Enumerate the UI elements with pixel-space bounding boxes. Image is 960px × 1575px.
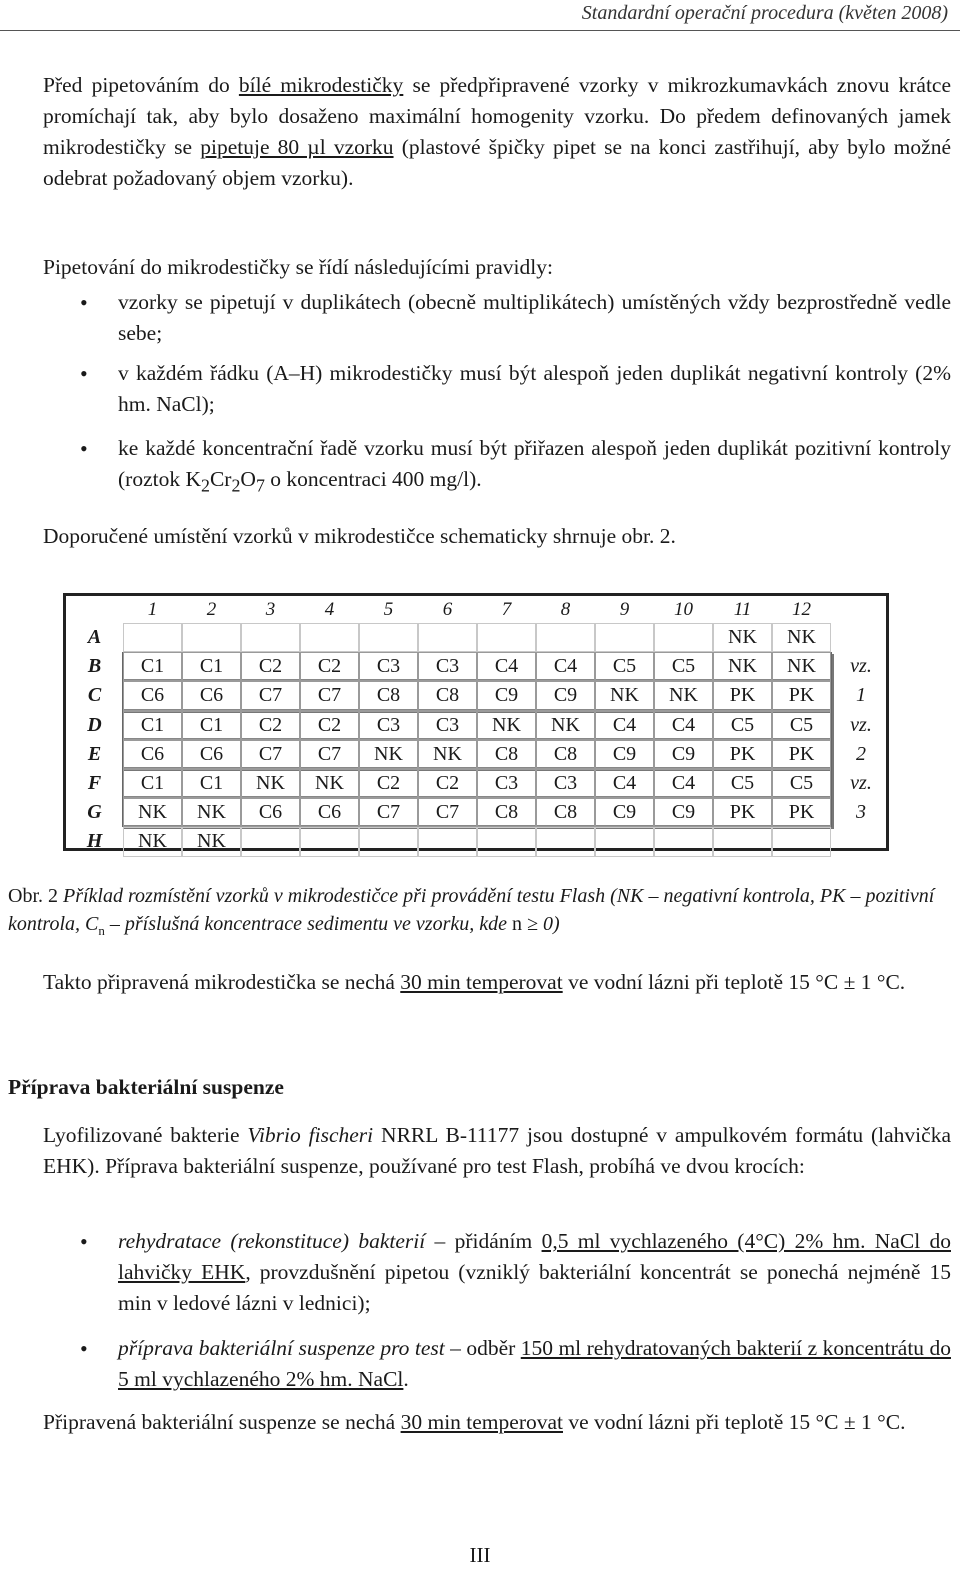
plate-well: NK <box>713 652 772 681</box>
row-header: F <box>87 772 102 795</box>
plate-well: PK <box>713 740 772 769</box>
plate-well: C6 <box>241 798 300 827</box>
intro-paragraph <box>43 70 951 194</box>
text: – přidáním <box>425 1229 542 1253</box>
bullet-icon <box>80 287 110 319</box>
rule-item <box>80 433 951 497</box>
text: – odběr <box>444 1336 521 1360</box>
bacteria-paragraph <box>43 1120 951 1182</box>
plate-well <box>477 827 536 856</box>
plate-well: C8 <box>359 681 418 710</box>
sample-label-number: 1 <box>856 684 866 707</box>
plate-well <box>300 623 359 652</box>
plate-well: C6 <box>123 681 182 710</box>
plate-well <box>241 827 300 856</box>
text: Lyofilizované bakterie <box>43 1123 248 1147</box>
bullet-icon <box>80 1333 110 1365</box>
plate-well: C9 <box>654 798 713 827</box>
plate-well: C1 <box>182 711 241 740</box>
plate-well: NK <box>182 798 241 827</box>
plate-well <box>359 623 418 652</box>
plate-well: C7 <box>300 681 359 710</box>
sample-label-number: 2 <box>856 742 866 765</box>
column-header: 10 <box>674 598 693 620</box>
subscript: n <box>98 923 105 938</box>
page-number: III <box>469 1543 491 1567</box>
text: ke každé koncentrační řadě vzorku musí být přiřazen alespoň jeden duplikát pozitivní kontroly (roztok K <box>118 436 951 491</box>
plate-well: C7 <box>418 798 477 827</box>
figure-reference: Doporučené umístění vzorků v mikrodestičce schematicky shrnuje obr. 2. <box>43 524 676 548</box>
bullet-icon <box>80 358 110 390</box>
plate-well: C1 <box>182 652 241 681</box>
plate-well: C4 <box>654 769 713 798</box>
plate-well: C2 <box>300 652 359 681</box>
plate-well: C6 <box>182 740 241 769</box>
plate-well: C8 <box>477 798 536 827</box>
row-header: C <box>87 684 102 707</box>
rule-item <box>80 358 951 422</box>
plate-well: C4 <box>477 652 536 681</box>
underlined-text: bílé mikrodestičky <box>238 73 404 97</box>
column-header: 2 <box>206 598 217 620</box>
plate-well: PK <box>772 798 831 827</box>
text: NRRL B-11177 jsou dostupné v ampulkovém formátu (lahvička EHK). Příprava bakteriální suspenze, používané pro test Flash, probíhá ve dvou krocích: <box>43 1123 951 1178</box>
header-divider <box>0 30 960 31</box>
column-header: 9 <box>619 598 630 620</box>
plate-well: C2 <box>300 711 359 740</box>
plate-well <box>595 827 654 856</box>
subscript: 2 <box>231 475 241 496</box>
plate-well: C7 <box>359 798 418 827</box>
plate-well: NK <box>182 827 241 856</box>
plate-well: NK <box>772 623 831 652</box>
plate-well: PK <box>713 798 772 827</box>
underlined-text: 30 min temperovat <box>400 1410 563 1434</box>
plate-well: NK <box>654 681 713 710</box>
plate-well: PK <box>772 740 831 769</box>
text: , provzdušnění pipetou (vzniklý bakteriální koncentrát se ponechá nejméně 15 min v ledové lázni v lednici); <box>118 1260 951 1315</box>
step-name: rehydratace (rekonstituce) bakterií <box>118 1229 426 1253</box>
plate-well: C3 <box>418 711 477 740</box>
plate-well: C5 <box>772 769 831 798</box>
plate-well: C9 <box>595 798 654 827</box>
column-header: 6 <box>442 598 453 620</box>
plate-well: C4 <box>536 652 595 681</box>
plate-well <box>300 827 359 856</box>
plate-well: C2 <box>241 652 300 681</box>
plate-well: C2 <box>241 711 300 740</box>
plate-well: C8 <box>536 798 595 827</box>
plate-well <box>477 623 536 652</box>
caption-variable: n <box>511 913 522 935</box>
row-header: A <box>87 626 102 649</box>
plate-well <box>241 623 300 652</box>
plate-well: C3 <box>536 769 595 798</box>
tempering-paragraph <box>43 967 951 998</box>
row-header: E <box>87 742 102 765</box>
text: ve vodní lázni při teplotě 15 °C ± 1 °C. <box>563 1410 906 1434</box>
column-header: 5 <box>383 598 394 620</box>
bullet-icon <box>80 433 110 465</box>
rules-intro: Pipetování do mikrodestičky se řídí následujícími pravidly: <box>43 255 553 279</box>
plate-well: NK <box>123 798 182 827</box>
step-item <box>80 1226 951 1322</box>
plate-well: C4 <box>595 769 654 798</box>
underlined-text: 150 ml rehydratovaných bakterií z koncentrátu do 5 ml vychlazeného 2% hm. NaCl <box>118 1336 951 1391</box>
step-text <box>118 1226 951 1319</box>
plate-well: PK <box>713 681 772 710</box>
caption-text: Příklad rozmístění vzorků v mikrodestičce při provádění testu Flash (NK – negativní kontrola, PK – pozitivní kontrola, C <box>8 885 935 935</box>
plate-well: NK <box>300 769 359 798</box>
plate-well: C8 <box>477 740 536 769</box>
row-header: H <box>86 830 103 853</box>
text: Cr <box>209 467 232 491</box>
bullet-icon <box>80 1226 110 1258</box>
plate-well: NK <box>713 623 772 652</box>
plate-well: C9 <box>477 681 536 710</box>
caption-text: ≥ 0) <box>521 913 560 935</box>
plate-well: C8 <box>536 740 595 769</box>
subscript: 7 <box>255 475 265 496</box>
plate-well: C4 <box>654 711 713 740</box>
text: Před pipetováním do <box>43 73 239 97</box>
plate-well: C8 <box>418 681 477 710</box>
plate-well: C9 <box>595 740 654 769</box>
plate-well: C5 <box>595 652 654 681</box>
microplate-figure <box>63 593 889 851</box>
column-header: 8 <box>560 598 571 620</box>
text: Takto připravená mikrodestička se nechá <box>43 970 401 994</box>
plate-well <box>418 623 477 652</box>
plate-well: C6 <box>300 798 359 827</box>
plate-well: NK <box>418 740 477 769</box>
row-header: D <box>87 713 102 736</box>
header-text: Standardní operační procedura (květen 2008) <box>581 2 948 24</box>
sample-label-number: 3 <box>856 801 866 824</box>
rule-text <box>118 433 951 501</box>
text: Připravená bakteriální suspenze se nechá <box>43 1410 401 1434</box>
rule-item <box>80 287 951 351</box>
plate-well: NK <box>772 652 831 681</box>
text: ve vodní lázni při teplotě 15 °C ± 1 °C. <box>562 970 906 994</box>
plate-well: C4 <box>595 711 654 740</box>
plate-well: NK <box>477 711 536 740</box>
sample-label-word: vz. <box>850 713 872 736</box>
underlined-text: 0,5 ml vychlazeného (4°C) 2% hm. NaCl do lahvičky EHK <box>118 1229 951 1284</box>
plate-well: NK <box>359 740 418 769</box>
plate-well <box>123 623 182 652</box>
row-header: B <box>87 655 102 678</box>
plate-well: C5 <box>654 652 713 681</box>
underlined-text: pipetuje 80 µl vzorku <box>200 135 394 159</box>
plate-well: C7 <box>241 681 300 710</box>
plate-well: C9 <box>654 740 713 769</box>
column-header: 1 <box>147 598 158 620</box>
text: se předpřipravené vzorky v mikrozkumavkách znovu krátce promíchají tak, aby bylo dosaženo maximální homogenity vzorku. Do předem definovaných jamek mikrodestičky se <box>43 73 952 159</box>
plate-well: C2 <box>418 769 477 798</box>
suspension-paragraph <box>43 1407 951 1438</box>
sample-label-word: vz. <box>850 772 872 795</box>
text: o koncentraci 400 mg/l). <box>264 467 482 491</box>
plate-well: C1 <box>123 769 182 798</box>
subscript: 2 <box>201 475 210 496</box>
sample-label-word: vz. <box>850 655 872 678</box>
text: . <box>403 1367 409 1391</box>
plate-well: C1 <box>182 769 241 798</box>
plate-well: C1 <box>123 652 182 681</box>
plate-well <box>654 623 713 652</box>
species-name: Vibrio fischeri <box>247 1123 374 1147</box>
plate-well: C3 <box>359 711 418 740</box>
plate-well <box>654 827 713 856</box>
plate-well: NK <box>123 827 182 856</box>
plate-well <box>772 827 831 856</box>
caption-label: Obr. 2 <box>8 885 58 907</box>
plate-well: PK <box>772 681 831 710</box>
plate-well: NK <box>241 769 300 798</box>
plate-well <box>595 623 654 652</box>
plate-well: C6 <box>182 681 241 710</box>
underlined-text: 30 min temperovat <box>400 970 563 994</box>
plate-well: C5 <box>772 711 831 740</box>
plate-well: C5 <box>713 769 772 798</box>
plate-well <box>359 827 418 856</box>
row-header: G <box>87 801 102 824</box>
plate-well: C9 <box>536 681 595 710</box>
column-header: 3 <box>265 598 276 620</box>
figure-caption <box>8 882 953 945</box>
plate-well: NK <box>536 711 595 740</box>
plate-well: C7 <box>300 740 359 769</box>
step-text <box>118 1333 951 1395</box>
column-header: 4 <box>324 598 335 620</box>
rule-text: vzorky se pipetují v duplikátech (obecně multiplikátech) umístěných vždy bezprostředně vedle sebe; <box>118 290 951 345</box>
plate-well <box>713 827 772 856</box>
plate-well: C6 <box>123 740 182 769</box>
plate-well: C2 <box>359 769 418 798</box>
plate-well: C3 <box>418 652 477 681</box>
column-header: 7 <box>501 598 512 620</box>
plate-well <box>536 827 595 856</box>
plate-well: NK <box>595 681 654 710</box>
plate-well: C3 <box>477 769 536 798</box>
text: O <box>240 467 256 491</box>
plate-well: C7 <box>241 740 300 769</box>
column-header: 11 <box>733 598 752 620</box>
section-title: Příprava bakteriální suspenze <box>8 1075 284 1099</box>
caption-text: – příslušná koncentrace sedimentu ve vzorku, kde <box>104 913 512 935</box>
column-header: 12 <box>792 598 811 620</box>
plate-well: C5 <box>713 711 772 740</box>
plate-well <box>418 827 477 856</box>
plate-well: C1 <box>123 711 182 740</box>
plate-well <box>182 623 241 652</box>
step-name: příprava bakteriální suspenze pro test <box>118 1336 445 1360</box>
plate-well <box>536 623 595 652</box>
plate-well: C3 <box>359 652 418 681</box>
text: (plastové špičky pipet se na konci zastřihují, aby bylo možné odebrat požadovaný objem vzorku). <box>43 135 951 190</box>
step-item <box>80 1333 951 1397</box>
rule-text: v každém řádku (A–H) mikrodestičky musí být alespoň jeden duplikát negativní kontroly (2% hm. NaCl); <box>118 361 951 416</box>
